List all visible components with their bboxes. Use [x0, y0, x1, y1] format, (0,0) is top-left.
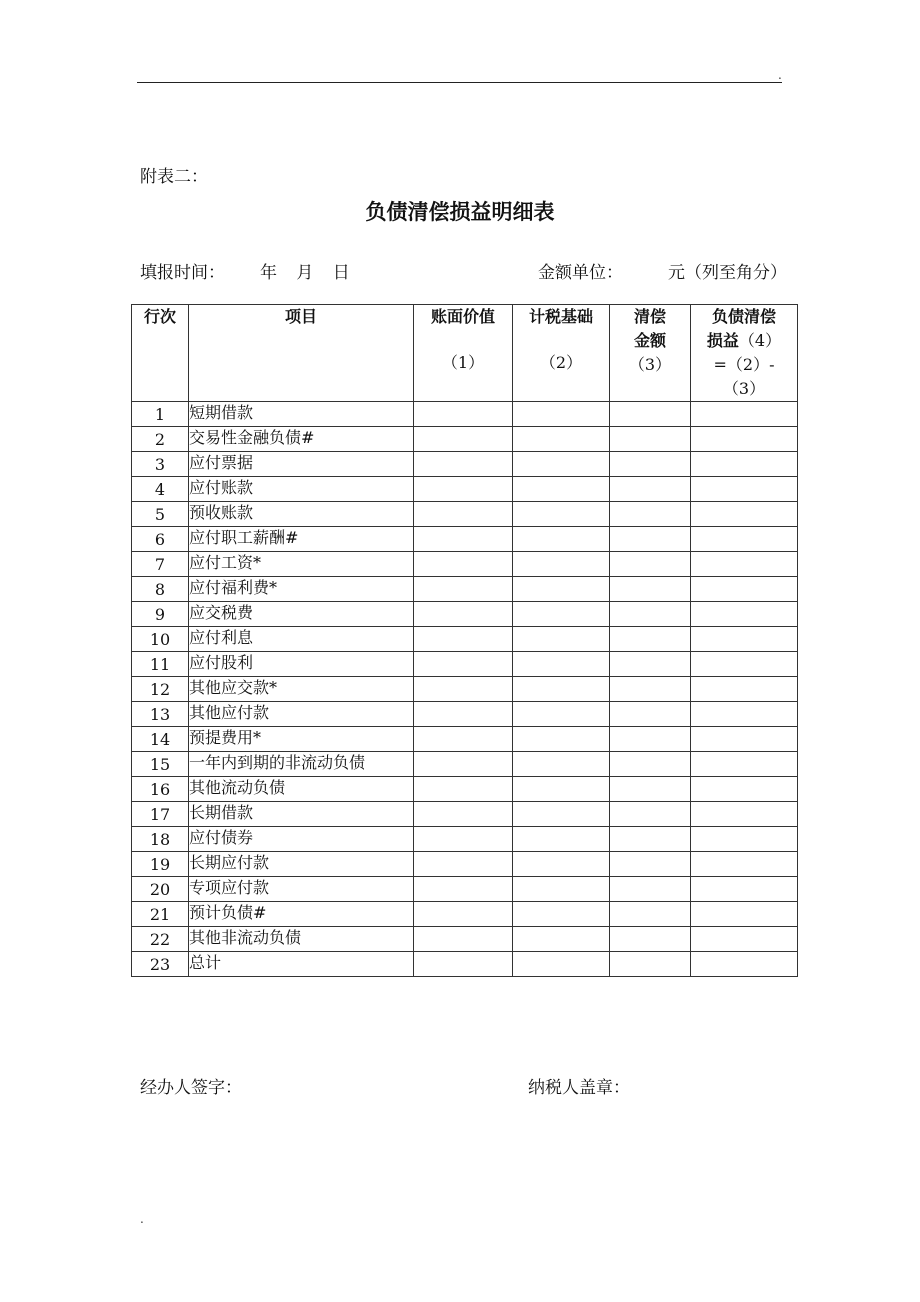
row-item: 预计负债# [189, 902, 414, 927]
table-row [132, 702, 798, 727]
header-row-no [132, 305, 189, 402]
cell-settlement[interactable] [610, 927, 691, 952]
row-item: 其他应交款* [189, 677, 414, 702]
cell-gain[interactable] [691, 702, 798, 727]
appendix-label: 附表二： [140, 167, 208, 187]
header-settlement-line2: 金额 [633, 331, 666, 350]
cell-gain[interactable] [691, 952, 798, 977]
row-item: 预收账款 [189, 502, 414, 527]
cell-settlement[interactable] [610, 652, 691, 677]
header-dot: . [778, 68, 782, 82]
cell-tax-basis[interactable] [513, 502, 610, 527]
footer-dot: . [140, 1212, 144, 1226]
cell-book-value[interactable] [414, 777, 513, 802]
row-number: 21 [132, 902, 189, 927]
header-gain-code: （4） [738, 331, 782, 350]
row-item: 交易性金融负债# [189, 427, 414, 452]
cell-settlement[interactable] [610, 502, 691, 527]
cell-book-value[interactable] [414, 652, 513, 677]
cell-book-value[interactable] [414, 602, 513, 627]
cell-settlement[interactable] [610, 602, 691, 627]
row-number: 4 [132, 477, 189, 502]
cell-settlement[interactable] [610, 777, 691, 802]
cell-tax-basis[interactable] [513, 727, 610, 752]
cell-tax-basis[interactable] [513, 877, 610, 902]
row-number: 16 [132, 777, 189, 802]
cell-settlement[interactable] [610, 727, 691, 752]
table-row [132, 827, 798, 852]
table-header-row [132, 305, 798, 402]
cell-settlement[interactable] [610, 402, 691, 427]
cell-tax-basis[interactable] [513, 677, 610, 702]
header-settlement [610, 305, 691, 402]
page-title: 负债清偿损益明细表 [365, 200, 555, 224]
cell-settlement[interactable] [610, 477, 691, 502]
cell-settlement[interactable] [610, 627, 691, 652]
cell-tax-basis[interactable] [513, 477, 610, 502]
row-item: 应付工资* [189, 552, 414, 577]
header-settlement-code: （3） [628, 355, 672, 374]
amount-unit-label: 金额单位： [538, 263, 623, 283]
row-item: 其他非流动负债 [189, 927, 414, 952]
cell-gain[interactable] [691, 802, 798, 827]
cell-gain[interactable] [691, 452, 798, 477]
cell-tax-basis[interactable] [513, 952, 610, 977]
cell-book-value[interactable] [414, 502, 513, 527]
signer-label: 经办人签字： [140, 1078, 242, 1098]
cell-gain[interactable] [691, 777, 798, 802]
row-number: 18 [132, 827, 189, 852]
table-row [132, 752, 798, 777]
cell-book-value[interactable] [414, 902, 513, 927]
row-number: 9 [132, 602, 189, 627]
cell-gain[interactable] [691, 677, 798, 702]
cell-book-value[interactable] [414, 452, 513, 477]
table-row [132, 427, 798, 452]
cell-book-value[interactable] [414, 402, 513, 427]
row-number: 12 [132, 677, 189, 702]
cell-book-value[interactable] [414, 927, 513, 952]
row-item: 应付职工薪酬# [189, 527, 414, 552]
cell-gain[interactable] [691, 827, 798, 852]
cell-book-value[interactable] [414, 527, 513, 552]
stamp-label: 纳税人盖章： [528, 1078, 630, 1098]
table-row [132, 627, 798, 652]
cell-tax-basis[interactable] [513, 452, 610, 477]
row-number: 6 [132, 527, 189, 552]
row-item: 应交税费 [189, 602, 414, 627]
table-row [132, 777, 798, 802]
row-item: 应付票据 [189, 452, 414, 477]
row-number: 20 [132, 877, 189, 902]
cell-settlement[interactable] [610, 827, 691, 852]
table-row [132, 927, 798, 952]
table-row [132, 877, 798, 902]
cell-tax-basis[interactable] [513, 627, 610, 652]
header-tax-basis-code: （2） [539, 353, 583, 372]
row-item: 应付债券 [189, 827, 414, 852]
row-number: 11 [132, 652, 189, 677]
header-gain [691, 305, 798, 402]
header-book-value [414, 305, 513, 402]
cell-tax-basis[interactable] [513, 827, 610, 852]
header-row-no-label: 行次 [143, 307, 176, 326]
row-item: 应付利息 [189, 627, 414, 652]
cell-book-value[interactable] [414, 852, 513, 877]
cell-tax-basis[interactable] [513, 552, 610, 577]
row-number: 22 [132, 927, 189, 952]
table-row [132, 477, 798, 502]
row-number: 7 [132, 552, 189, 577]
cell-gain[interactable] [691, 527, 798, 552]
cell-tax-basis[interactable] [513, 752, 610, 777]
cell-settlement[interactable] [610, 452, 691, 477]
row-number: 17 [132, 802, 189, 827]
row-number: 14 [132, 727, 189, 752]
cell-settlement[interactable] [610, 802, 691, 827]
header-book-value-label: 账面价值 [430, 307, 495, 326]
row-number: 1 [132, 402, 189, 427]
row-number: 8 [132, 577, 189, 602]
cell-book-value[interactable] [414, 552, 513, 577]
row-item: 应付账款 [189, 477, 414, 502]
cell-gain[interactable] [691, 927, 798, 952]
cell-book-value[interactable] [414, 577, 513, 602]
table-row [132, 802, 798, 827]
cell-gain[interactable] [691, 627, 798, 652]
header-tax-basis [513, 305, 610, 402]
table-row [132, 952, 798, 977]
table-row [132, 677, 798, 702]
row-number: 13 [132, 702, 189, 727]
row-item: 一年内到期的非流动负债 [189, 752, 414, 777]
row-number: 3 [132, 452, 189, 477]
cell-gain[interactable] [691, 727, 798, 752]
row-item: 短期借款 [189, 402, 414, 427]
table-row [132, 902, 798, 927]
liability-table [131, 304, 798, 977]
cell-tax-basis[interactable] [513, 777, 610, 802]
table-row [132, 652, 798, 677]
cell-gain[interactable] [691, 902, 798, 927]
row-number: 10 [132, 627, 189, 652]
cell-book-value[interactable] [414, 952, 513, 977]
cell-book-value[interactable] [414, 827, 513, 852]
cell-settlement[interactable] [610, 427, 691, 452]
table-row [132, 452, 798, 477]
cell-gain[interactable] [691, 502, 798, 527]
cell-settlement[interactable] [610, 952, 691, 977]
cell-settlement[interactable] [610, 677, 691, 702]
cell-settlement[interactable] [610, 702, 691, 727]
cell-gain[interactable] [691, 477, 798, 502]
cell-settlement[interactable] [610, 852, 691, 877]
header-item-label: 项目 [284, 307, 317, 326]
cell-tax-basis[interactable] [513, 927, 610, 952]
header-gain-line2: 损益 [706, 331, 739, 350]
cell-book-value[interactable] [414, 752, 513, 777]
header-gain-formula: =（2）- [713, 355, 775, 374]
cell-tax-basis[interactable] [513, 602, 610, 627]
table-row [132, 577, 798, 602]
cell-settlement[interactable] [610, 902, 691, 927]
row-number: 2 [132, 427, 189, 452]
cell-book-value[interactable] [414, 702, 513, 727]
cell-settlement[interactable] [610, 752, 691, 777]
cell-gain[interactable] [691, 402, 798, 427]
cell-book-value[interactable] [414, 727, 513, 752]
row-number: 5 [132, 502, 189, 527]
cell-tax-basis[interactable] [513, 527, 610, 552]
row-number: 15 [132, 752, 189, 777]
cell-book-value[interactable] [414, 477, 513, 502]
cell-gain[interactable] [691, 877, 798, 902]
cell-tax-basis[interactable] [513, 427, 610, 452]
header-gain-line1: 负债清偿 [711, 307, 776, 326]
cell-book-value[interactable] [414, 677, 513, 702]
cell-settlement[interactable] [610, 552, 691, 577]
cell-tax-basis[interactable] [513, 802, 610, 827]
header-item [189, 305, 414, 402]
header-rule [137, 82, 782, 83]
cell-book-value[interactable] [414, 427, 513, 452]
cell-gain[interactable] [691, 752, 798, 777]
header-gain-formula-end: （3） [722, 379, 766, 398]
header-tax-basis-label: 计税基础 [528, 307, 593, 326]
table-row [132, 527, 798, 552]
cell-gain[interactable] [691, 852, 798, 877]
cell-gain[interactable] [691, 652, 798, 677]
cell-book-value[interactable] [414, 802, 513, 827]
row-item: 长期应付款 [189, 852, 414, 877]
cell-gain[interactable] [691, 577, 798, 602]
cell-gain[interactable] [691, 552, 798, 577]
fill-time-label: 填报时间： [140, 263, 225, 283]
row-item: 预提费用* [189, 727, 414, 752]
amount-unit-value: 元（列至角分） [668, 263, 787, 283]
table-row [132, 602, 798, 627]
row-item: 应付股利 [189, 652, 414, 677]
row-item: 应付福利费* [189, 577, 414, 602]
table-row [132, 552, 798, 577]
row-number: 23 [132, 952, 189, 977]
row-item: 其他应付款 [189, 702, 414, 727]
cell-gain[interactable] [691, 602, 798, 627]
row-item: 长期借款 [189, 802, 414, 827]
header-book-value-code: （1） [441, 353, 485, 372]
cell-gain[interactable] [691, 427, 798, 452]
table-row [132, 727, 798, 752]
cell-tax-basis[interactable] [513, 402, 610, 427]
table-row [132, 852, 798, 877]
cell-tax-basis[interactable] [513, 702, 610, 727]
row-item: 其他流动负债 [189, 777, 414, 802]
table-row [132, 402, 798, 427]
cell-book-value[interactable] [414, 627, 513, 652]
row-item: 总计 [189, 952, 414, 977]
cell-book-value[interactable] [414, 877, 513, 902]
cell-tax-basis[interactable] [513, 902, 610, 927]
fill-time-date: 年 月 日 [260, 263, 350, 283]
cell-settlement[interactable] [610, 577, 691, 602]
table-row [132, 502, 798, 527]
cell-tax-basis[interactable] [513, 652, 610, 677]
cell-tax-basis[interactable] [513, 852, 610, 877]
cell-settlement[interactable] [610, 527, 691, 552]
cell-settlement[interactable] [610, 877, 691, 902]
cell-tax-basis[interactable] [513, 577, 610, 602]
row-number: 19 [132, 852, 189, 877]
row-item: 专项应付款 [189, 877, 414, 902]
header-settlement-line1: 清偿 [633, 307, 666, 326]
